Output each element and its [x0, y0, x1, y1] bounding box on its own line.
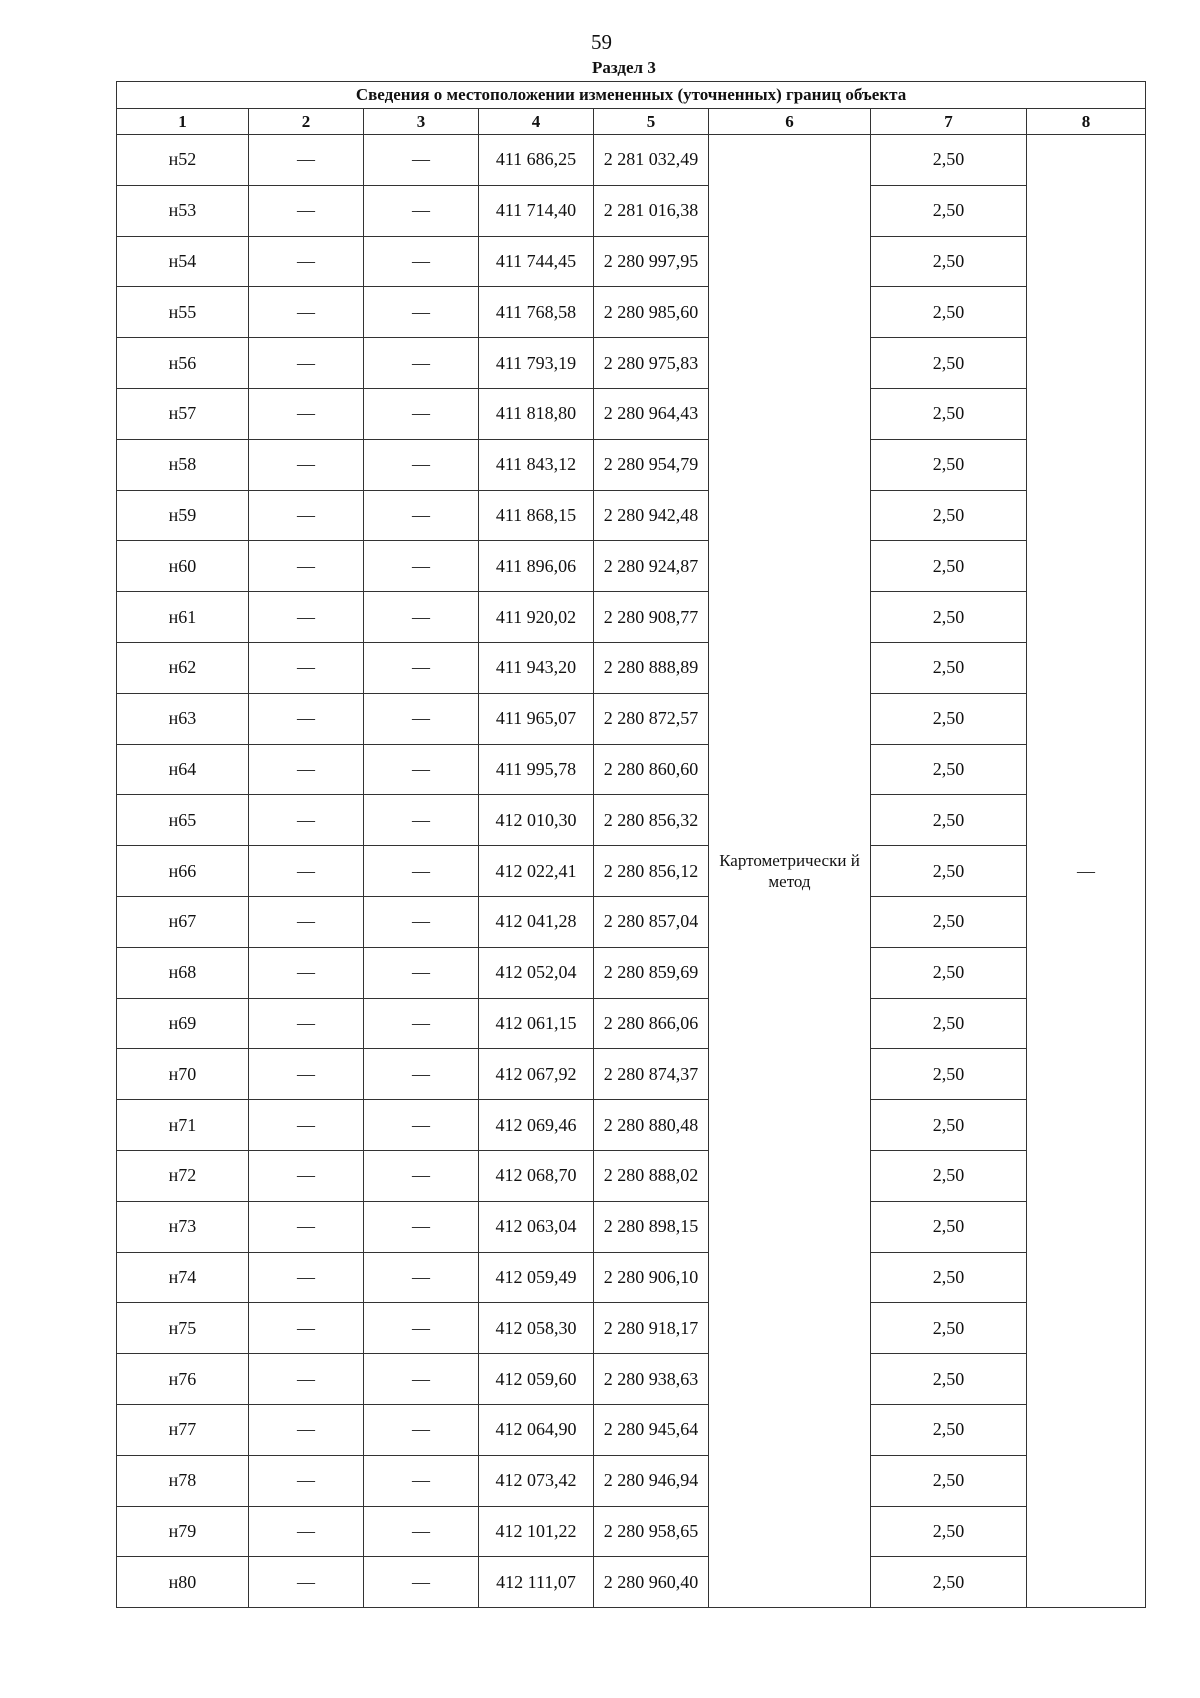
- column-3-cell: —: [364, 1557, 479, 1608]
- y-coordinate-cell: 2 280 954,79: [594, 439, 709, 490]
- column-3-cell: —: [364, 1404, 479, 1455]
- accuracy-cell: 2,50: [871, 1354, 1027, 1405]
- column-2-cell: —: [249, 1100, 364, 1151]
- point-cell: н60: [117, 541, 249, 592]
- column-number: 8: [1027, 109, 1146, 135]
- column-2-cell: —: [249, 1201, 364, 1252]
- accuracy-cell: 2,50: [871, 388, 1027, 439]
- table-row: [117, 1049, 1146, 1100]
- point-cell: н63: [117, 693, 249, 744]
- point-cell: н53: [117, 185, 249, 236]
- column-2-cell: —: [249, 896, 364, 947]
- accuracy-cell: 2,50: [871, 338, 1027, 389]
- table-row: [117, 1150, 1146, 1201]
- column-2-cell: —: [249, 1506, 364, 1557]
- x-coordinate-cell: 412 069,46: [479, 1100, 594, 1151]
- accuracy-cell: 2,50: [871, 236, 1027, 287]
- column-2-cell: —: [249, 185, 364, 236]
- y-coordinate-cell: 2 280 856,12: [594, 846, 709, 897]
- column-3-cell: —: [364, 642, 479, 693]
- column-number: 2: [249, 109, 364, 135]
- column-2-cell: —: [249, 1252, 364, 1303]
- column-2-cell: —: [249, 998, 364, 1049]
- table-row: [117, 795, 1146, 846]
- table-row: [117, 185, 1146, 236]
- point-cell: н57: [117, 388, 249, 439]
- column-2-cell: —: [249, 795, 364, 846]
- table-row: [117, 1557, 1146, 1608]
- column-3-cell: —: [364, 592, 479, 643]
- table-row: [117, 1455, 1146, 1506]
- table-row: [117, 896, 1146, 947]
- method-cell: Картометрически й метод: [709, 135, 871, 1608]
- accuracy-cell: 2,50: [871, 1303, 1027, 1354]
- x-coordinate-cell: 411 868,15: [479, 490, 594, 541]
- column-8-cell: —: [1027, 135, 1146, 1608]
- column-2-cell: —: [249, 135, 364, 186]
- column-2-cell: —: [249, 439, 364, 490]
- accuracy-cell: 2,50: [871, 439, 1027, 490]
- x-coordinate-cell: 411 843,12: [479, 439, 594, 490]
- point-cell: н58: [117, 439, 249, 490]
- x-coordinate-cell: 412 059,49: [479, 1252, 594, 1303]
- point-cell: н54: [117, 236, 249, 287]
- column-2-cell: —: [249, 338, 364, 389]
- accuracy-cell: 2,50: [871, 947, 1027, 998]
- x-coordinate-cell: 411 920,02: [479, 592, 594, 643]
- point-cell: н52: [117, 135, 249, 186]
- accuracy-cell: 2,50: [871, 1150, 1027, 1201]
- accuracy-cell: 2,50: [871, 287, 1027, 338]
- column-3-cell: —: [364, 1150, 479, 1201]
- table-row: [117, 1354, 1146, 1405]
- accuracy-cell: 2,50: [871, 1201, 1027, 1252]
- table-row: [117, 592, 1146, 643]
- column-3-cell: —: [364, 1455, 479, 1506]
- column-2-cell: —: [249, 541, 364, 592]
- accuracy-cell: 2,50: [871, 1557, 1027, 1608]
- y-coordinate-cell: 2 280 958,65: [594, 1506, 709, 1557]
- x-coordinate-cell: 412 111,07: [479, 1557, 594, 1608]
- accuracy-cell: 2,50: [871, 846, 1027, 897]
- column-3-cell: —: [364, 1303, 479, 1354]
- column-2-cell: —: [249, 1150, 364, 1201]
- table-row: [117, 287, 1146, 338]
- point-cell: н67: [117, 896, 249, 947]
- y-coordinate-cell: 2 280 938,63: [594, 1354, 709, 1405]
- point-cell: н65: [117, 795, 249, 846]
- x-coordinate-cell: 412 052,04: [479, 947, 594, 998]
- column-2-cell: —: [249, 642, 364, 693]
- point-cell: н70: [117, 1049, 249, 1100]
- column-number: 1: [117, 109, 249, 135]
- accuracy-cell: 2,50: [871, 744, 1027, 795]
- accuracy-cell: 2,50: [871, 592, 1027, 643]
- table-row: [117, 439, 1146, 490]
- column-2-cell: —: [249, 1303, 364, 1354]
- table-row: [117, 947, 1146, 998]
- accuracy-cell: 2,50: [871, 1506, 1027, 1557]
- y-coordinate-cell: 2 280 874,37: [594, 1049, 709, 1100]
- column-number: 7: [871, 109, 1027, 135]
- column-3-cell: —: [364, 439, 479, 490]
- column-2-cell: —: [249, 744, 364, 795]
- column-2-cell: —: [249, 1049, 364, 1100]
- table-row: [117, 541, 1146, 592]
- point-cell: н56: [117, 338, 249, 389]
- x-coordinate-cell: 412 022,41: [479, 846, 594, 897]
- x-coordinate-cell: 411 793,19: [479, 338, 594, 389]
- table-row: [117, 642, 1146, 693]
- column-2-cell: —: [249, 1557, 364, 1608]
- table-row: [117, 1100, 1146, 1151]
- accuracy-cell: 2,50: [871, 1100, 1027, 1151]
- x-coordinate-cell: 411 714,40: [479, 185, 594, 236]
- y-coordinate-cell: 2 280 888,89: [594, 642, 709, 693]
- accuracy-cell: 2,50: [871, 541, 1027, 592]
- y-coordinate-cell: 2 280 942,48: [594, 490, 709, 541]
- table-row: [117, 1201, 1146, 1252]
- table-row: [117, 1506, 1146, 1557]
- column-3-cell: —: [364, 1201, 479, 1252]
- column-3-cell: —: [364, 1049, 479, 1100]
- table-body: [117, 135, 1146, 1608]
- column-3-cell: —: [364, 693, 479, 744]
- column-2-cell: —: [249, 236, 364, 287]
- x-coordinate-cell: 412 059,60: [479, 1354, 594, 1405]
- point-cell: н78: [117, 1455, 249, 1506]
- point-cell: н72: [117, 1150, 249, 1201]
- point-cell: н71: [117, 1100, 249, 1151]
- column-3-cell: —: [364, 744, 479, 795]
- table-row: [117, 1252, 1146, 1303]
- accuracy-cell: 2,50: [871, 998, 1027, 1049]
- point-cell: н80: [117, 1557, 249, 1608]
- accuracy-cell: 2,50: [871, 896, 1027, 947]
- column-number: 5: [594, 109, 709, 135]
- y-coordinate-cell: 2 280 945,64: [594, 1404, 709, 1455]
- table-row: [117, 998, 1146, 1049]
- table-caption: Сведения о местоположении измененных (уточненных) границ объекта: [117, 82, 1146, 109]
- column-2-cell: —: [249, 592, 364, 643]
- table-row: [117, 490, 1146, 541]
- point-cell: н64: [117, 744, 249, 795]
- point-cell: н68: [117, 947, 249, 998]
- column-2-cell: —: [249, 490, 364, 541]
- y-coordinate-cell: 2 280 964,43: [594, 388, 709, 439]
- accuracy-cell: 2,50: [871, 1455, 1027, 1506]
- point-cell: н79: [117, 1506, 249, 1557]
- table-row: [117, 338, 1146, 389]
- point-cell: н77: [117, 1404, 249, 1455]
- x-coordinate-cell: 411 943,20: [479, 642, 594, 693]
- table-row: [117, 135, 1146, 186]
- y-coordinate-cell: 2 280 946,94: [594, 1455, 709, 1506]
- point-cell: н66: [117, 846, 249, 897]
- column-2-cell: —: [249, 1404, 364, 1455]
- column-number-row: [117, 109, 1146, 135]
- point-cell: н76: [117, 1354, 249, 1405]
- x-coordinate-cell: 412 058,30: [479, 1303, 594, 1354]
- x-coordinate-cell: 412 067,92: [479, 1049, 594, 1100]
- column-3-cell: —: [364, 338, 479, 389]
- x-coordinate-cell: 412 041,28: [479, 896, 594, 947]
- column-3-cell: —: [364, 185, 479, 236]
- y-coordinate-cell: 2 281 032,49: [594, 135, 709, 186]
- point-cell: н74: [117, 1252, 249, 1303]
- column-3-cell: —: [364, 388, 479, 439]
- column-3-cell: —: [364, 896, 479, 947]
- y-coordinate-cell: 2 280 856,32: [594, 795, 709, 846]
- y-coordinate-cell: 2 280 960,40: [594, 1557, 709, 1608]
- point-cell: н69: [117, 998, 249, 1049]
- y-coordinate-cell: 2 280 918,17: [594, 1303, 709, 1354]
- x-coordinate-cell: 412 010,30: [479, 795, 594, 846]
- y-coordinate-cell: 2 280 997,95: [594, 236, 709, 287]
- accuracy-cell: 2,50: [871, 642, 1027, 693]
- table-row: [117, 388, 1146, 439]
- y-coordinate-cell: 2 280 975,83: [594, 338, 709, 389]
- y-coordinate-cell: 2 280 857,04: [594, 896, 709, 947]
- accuracy-cell: 2,50: [871, 135, 1027, 186]
- column-3-cell: —: [364, 1252, 479, 1303]
- y-coordinate-cell: 2 280 866,06: [594, 998, 709, 1049]
- y-coordinate-cell: 2 280 859,69: [594, 947, 709, 998]
- table-row: [117, 846, 1146, 897]
- accuracy-cell: 2,50: [871, 1252, 1027, 1303]
- column-3-cell: —: [364, 1506, 479, 1557]
- y-coordinate-cell: 2 280 908,77: [594, 592, 709, 643]
- y-coordinate-cell: 2 280 898,15: [594, 1201, 709, 1252]
- column-2-cell: —: [249, 1354, 364, 1405]
- column-3-cell: —: [364, 490, 479, 541]
- x-coordinate-cell: 411 686,25: [479, 135, 594, 186]
- y-coordinate-cell: 2 281 016,38: [594, 185, 709, 236]
- accuracy-cell: 2,50: [871, 1404, 1027, 1455]
- section-title: Раздел 3: [592, 58, 656, 77]
- column-3-cell: —: [364, 135, 479, 186]
- column-number: 6: [709, 109, 871, 135]
- x-coordinate-cell: 412 061,15: [479, 998, 594, 1049]
- column-2-cell: —: [249, 947, 364, 998]
- column-3-cell: —: [364, 1354, 479, 1405]
- column-number: 3: [364, 109, 479, 135]
- table-row: [117, 693, 1146, 744]
- accuracy-cell: 2,50: [871, 693, 1027, 744]
- y-coordinate-cell: 2 280 860,60: [594, 744, 709, 795]
- column-2-cell: —: [249, 287, 364, 338]
- y-coordinate-cell: 2 280 924,87: [594, 541, 709, 592]
- point-cell: н75: [117, 1303, 249, 1354]
- x-coordinate-cell: 411 965,07: [479, 693, 594, 744]
- y-coordinate-cell: 2 280 985,60: [594, 287, 709, 338]
- x-coordinate-cell: 412 064,90: [479, 1404, 594, 1455]
- table-row: [117, 1303, 1146, 1354]
- column-2-cell: —: [249, 693, 364, 744]
- accuracy-cell: 2,50: [871, 490, 1027, 541]
- y-coordinate-cell: 2 280 906,10: [594, 1252, 709, 1303]
- x-coordinate-cell: 412 063,04: [479, 1201, 594, 1252]
- page-number: 59: [591, 30, 612, 54]
- column-3-cell: —: [364, 1100, 479, 1151]
- table-row: [117, 744, 1146, 795]
- y-coordinate-cell: 2 280 888,02: [594, 1150, 709, 1201]
- column-3-cell: —: [364, 947, 479, 998]
- y-coordinate-cell: 2 280 880,48: [594, 1100, 709, 1151]
- x-coordinate-cell: 411 995,78: [479, 744, 594, 795]
- x-coordinate-cell: 412 068,70: [479, 1150, 594, 1201]
- boundary-table: [116, 81, 1146, 1608]
- column-2-cell: —: [249, 1455, 364, 1506]
- point-cell: н55: [117, 287, 249, 338]
- x-coordinate-cell: 411 818,80: [479, 388, 594, 439]
- column-3-cell: —: [364, 795, 479, 846]
- table-row: [117, 1404, 1146, 1455]
- point-cell: н59: [117, 490, 249, 541]
- x-coordinate-cell: 412 101,22: [479, 1506, 594, 1557]
- accuracy-cell: 2,50: [871, 185, 1027, 236]
- column-3-cell: —: [364, 998, 479, 1049]
- column-3-cell: —: [364, 287, 479, 338]
- point-cell: н62: [117, 642, 249, 693]
- column-2-cell: —: [249, 388, 364, 439]
- column-3-cell: —: [364, 541, 479, 592]
- x-coordinate-cell: 411 896,06: [479, 541, 594, 592]
- x-coordinate-cell: 412 073,42: [479, 1455, 594, 1506]
- column-3-cell: —: [364, 236, 479, 287]
- point-cell: н61: [117, 592, 249, 643]
- column-3-cell: —: [364, 846, 479, 897]
- table-caption-row: [117, 82, 1146, 109]
- accuracy-cell: 2,50: [871, 795, 1027, 846]
- x-coordinate-cell: 411 744,45: [479, 236, 594, 287]
- table-row: [117, 236, 1146, 287]
- y-coordinate-cell: 2 280 872,57: [594, 693, 709, 744]
- x-coordinate-cell: 411 768,58: [479, 287, 594, 338]
- column-number: 4: [479, 109, 594, 135]
- column-2-cell: —: [249, 846, 364, 897]
- point-cell: н73: [117, 1201, 249, 1252]
- accuracy-cell: 2,50: [871, 1049, 1027, 1100]
